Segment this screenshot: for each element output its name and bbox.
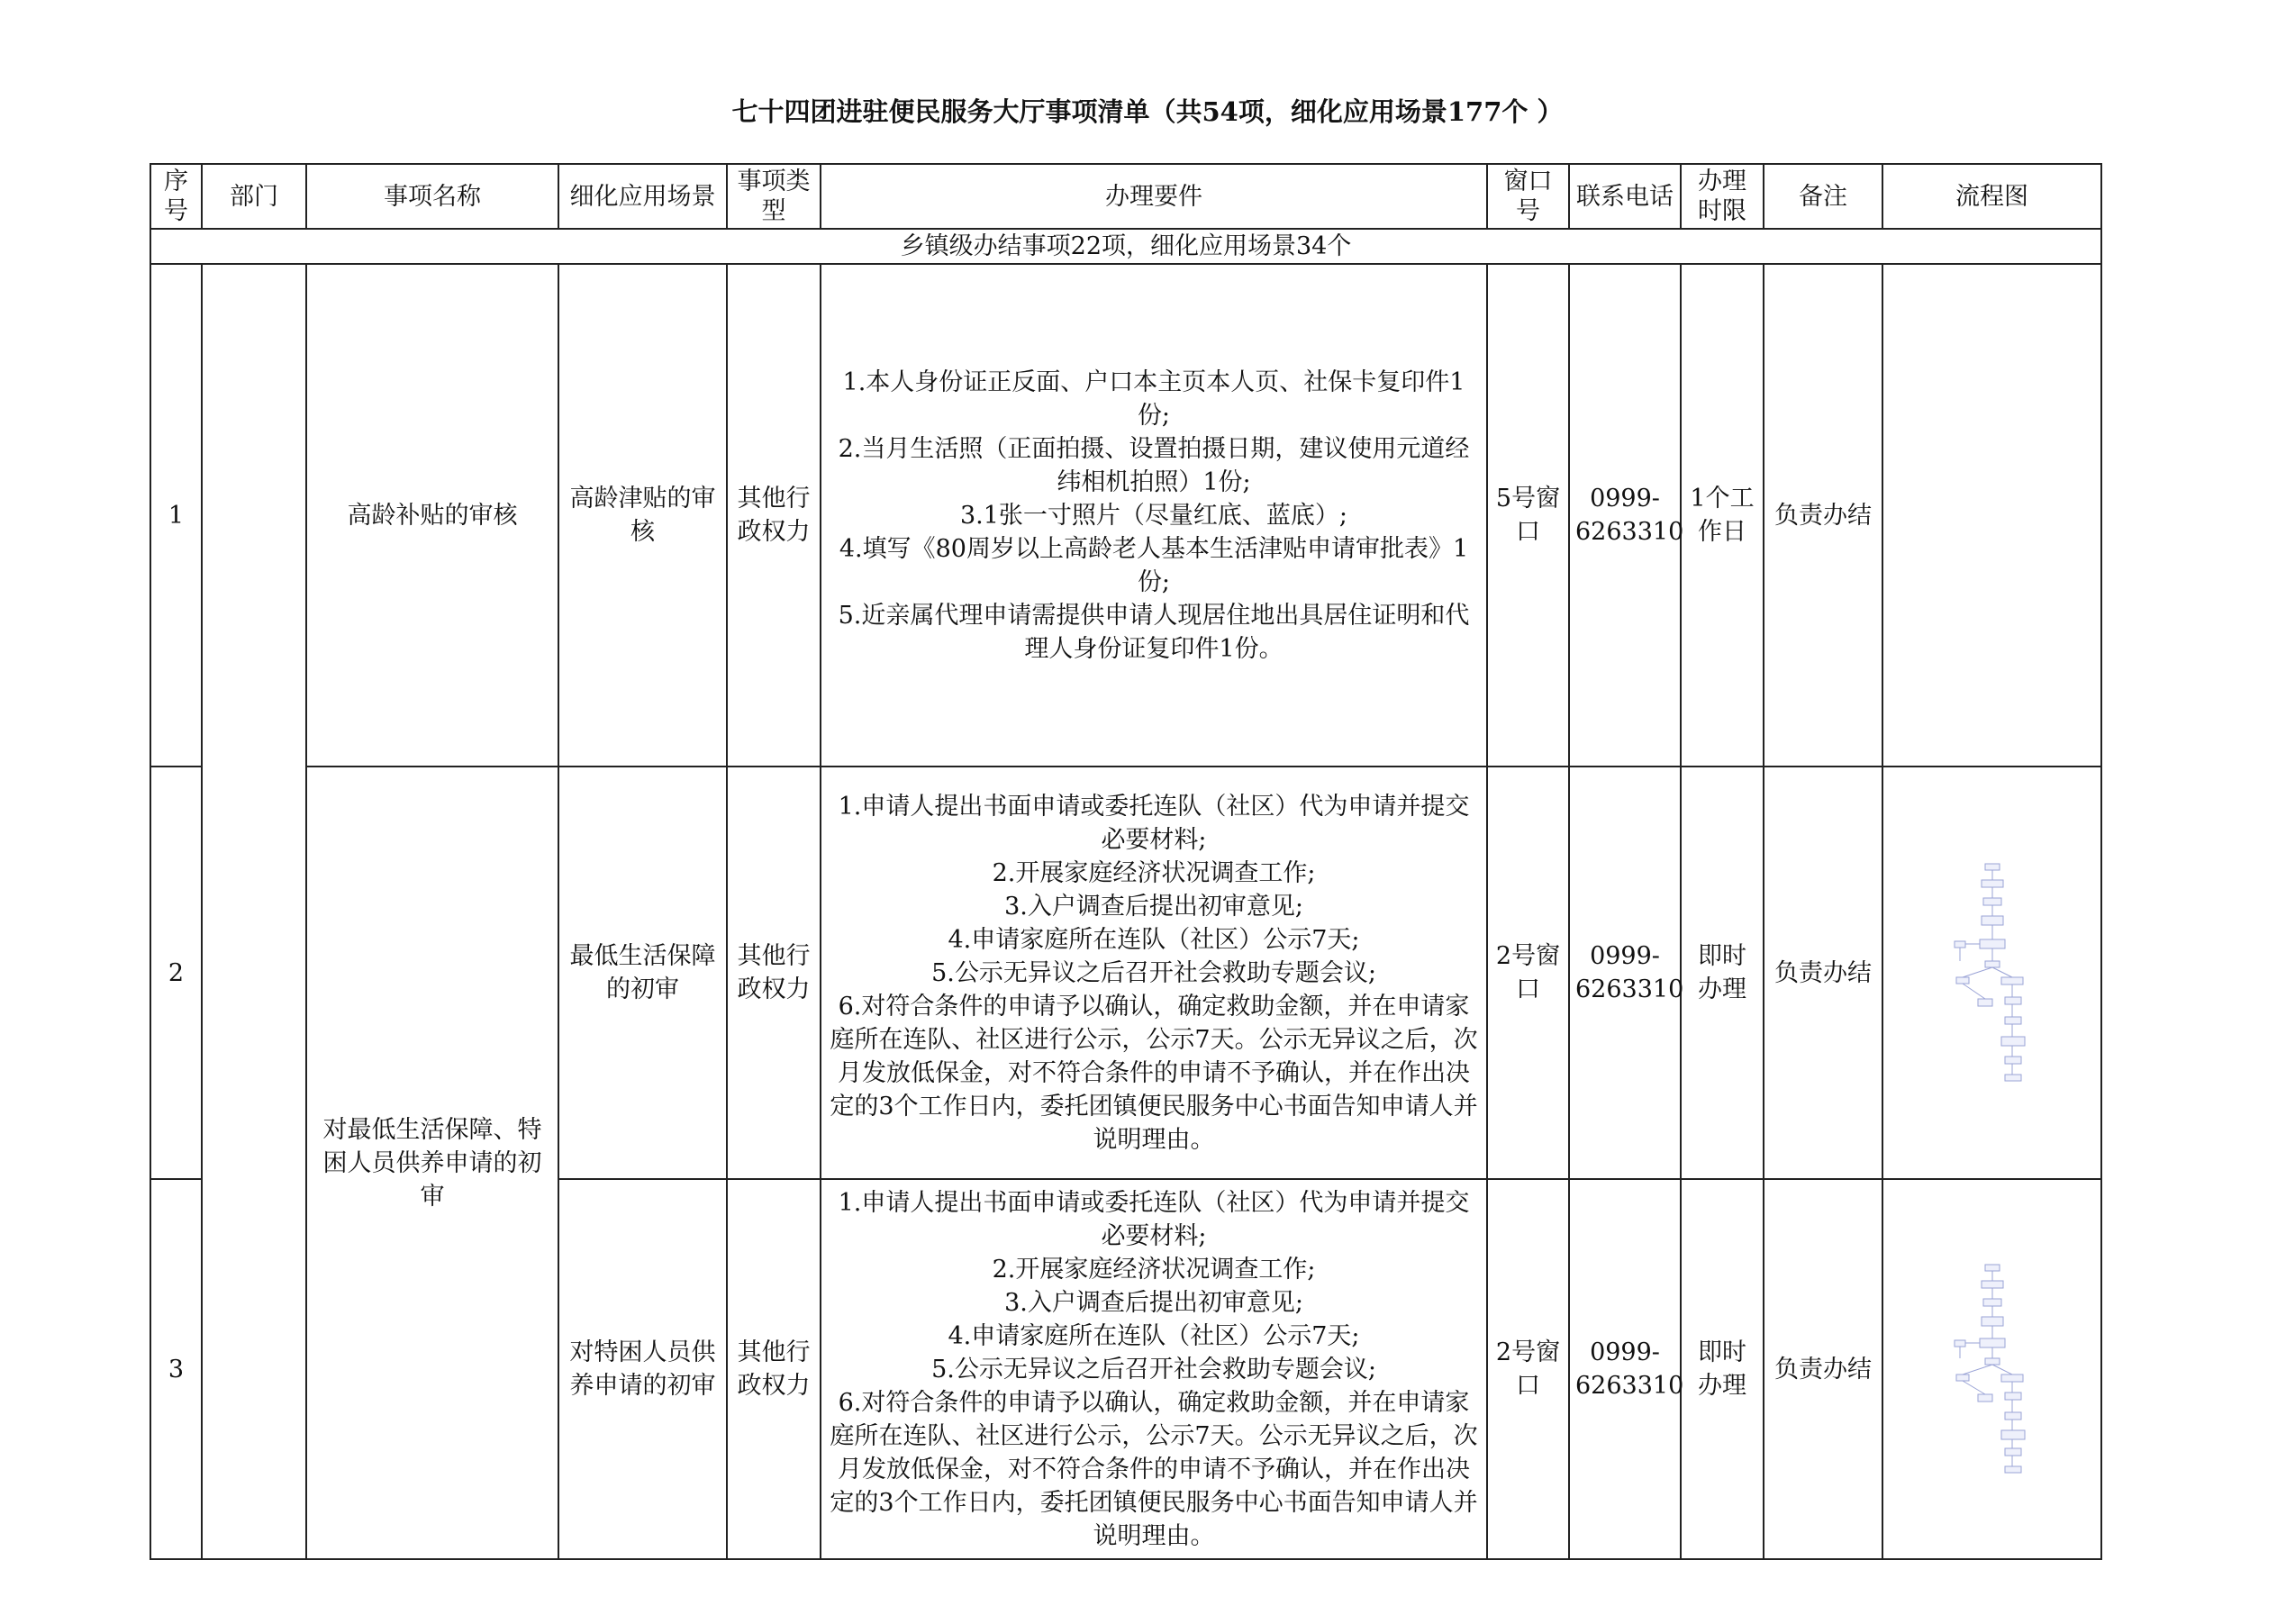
row-type: 其他行政权力 [727,264,821,767]
header-remark: 备注 [1764,164,1882,229]
flowchart-thumbnail [1938,1261,2046,1477]
header-window: 窗口号 [1487,164,1569,229]
row-remark: 负责办结 [1764,1179,1882,1559]
row-remark: 负责办结 [1764,264,1882,767]
requirement-line: 2.开展家庭经济状况调查工作; [992,1255,1316,1284]
row-scenario: 对特困人员供养申请的初审 [558,1179,727,1559]
requirement-line: 2.当月生活照（正面拍摄、设置拍摄日期，建议使用元道经纬相机拍照）1份; [838,434,1470,496]
table-row [150,264,2101,767]
row-requirements [821,767,1487,1179]
row-flowchart [1882,264,2101,767]
row-phone: 0999-6263310 [1569,264,1681,767]
row-seq: 2 [150,767,202,1179]
requirement-line: 3.入户调查后提出初审意见; [1004,892,1303,921]
requirement-line: 3.1张一寸照片（尽量红底、蓝底）; [959,501,1348,530]
row-type: 其他行政权力 [727,767,821,1179]
row-requirements [821,1179,1487,1559]
header-flowchart: 流程图 [1882,164,2101,229]
row-time-limit: 1个工作日 [1681,264,1764,767]
requirement-line: 1.申请人提出书面申请或委托连队（社区）代为申请并提交必要材料; [838,792,1470,854]
header-dept: 部门 [202,164,306,229]
header-type: 事项类型 [727,164,821,229]
row-item-name-merged: 对最低生活保障、特困人员供养申请的初审 [306,767,558,1559]
requirement-line: 1.申请人提出书面申请或委托连队（社区）代为申请并提交必要材料; [838,1188,1470,1250]
row-phone: 0999-6263310 [1569,767,1681,1179]
row-scenario: 最低生活保障的初审 [558,767,727,1179]
row-seq: 3 [150,1179,202,1559]
row-scenario: 高龄津贴的审核 [558,264,727,767]
flowchart-thumbnail [1938,860,2046,1085]
requirement-line: 5.公示无异议之后召开社会救助专题会议; [931,958,1376,987]
row-time-limit: 即时办理 [1681,1179,1764,1559]
row-window: 2号窗口 [1487,767,1569,1179]
requirement-line: 3.入户调查后提出初审意见; [1004,1288,1303,1317]
row-type: 其他行政权力 [727,1179,821,1559]
page-title: 七十四团进驻便民服务大厅事项清单（共54项，细化应用场景177个 ） [731,96,1564,127]
requirement-line: 5.公示无异议之后召开社会救助专题会议; [931,1355,1376,1384]
requirement-line: 4.填写《80周岁以上高龄老人基本生活津贴申请审批表》1份; [839,534,1469,596]
requirement-line: 4.申请家庭所在连队（社区）公示7天; [948,925,1360,954]
header-item-name: 事项名称 [306,164,558,229]
header-phone: 联系电话 [1569,164,1681,229]
row-window: 2号窗口 [1487,1179,1569,1559]
section-row [150,229,2101,264]
requirement-line: 6.对符合条件的申请予以确认，确定救助金额，并在申请家庭所在连队、社区进行公示，公示7天。公示无异议之后，次月发放低保金，对不符合条件的申请不予确认，并在作出决定的3个工作日内，委托团镇便民服务中心书面告知申请人并说明理由。 [830,992,1478,1154]
section-label: 乡镇级办结事项22项，细化应用场景34个 [150,229,2101,264]
service-item-table [150,163,2102,1560]
requirement-line: 6.对符合条件的申请予以确认，确定救助金额，并在申请家庭所在连队、社区进行公示，公示7天。公示无异议之后，次月发放低保金，对不符合条件的申请不予确认，并在作出决定的3个工作日内，委托团镇便民服务中心书面告知申请人并说明理由。 [830,1388,1478,1550]
requirement-line: 2.开展家庭经济状况调查工作; [992,858,1316,887]
header-seq: 序号 [150,164,202,229]
row-requirements [821,264,1487,767]
requirement-line: 4.申请家庭所在连队（社区）公示7天; [948,1321,1360,1350]
table-row [150,767,2101,1179]
header-scenario: 细化应用场景 [558,164,727,229]
row-phone: 0999-6263310 [1569,1179,1681,1559]
requirement-line: 1.本人身份证正反面、户口本主页本人页、社保卡复印件1份; [842,367,1465,430]
header-requirements: 办理要件 [821,164,1487,229]
row-time-limit: 即时办理 [1681,767,1764,1179]
dept-cell [202,264,306,1559]
row-window: 5号窗口 [1487,264,1569,767]
row-flowchart [1882,767,2101,1179]
row-remark: 负责办结 [1764,767,1882,1179]
table-header-row [150,164,2101,229]
row-item-name: 高龄补贴的审核 [306,264,558,767]
header-time-limit: 办理时限 [1681,164,1764,229]
row-flowchart [1882,1179,2101,1559]
row-seq: 1 [150,264,202,767]
requirement-line: 5.近亲属代理申请需提供申请人现居住地出具居住证明和代理人身份证复印件1份。 [838,601,1470,663]
